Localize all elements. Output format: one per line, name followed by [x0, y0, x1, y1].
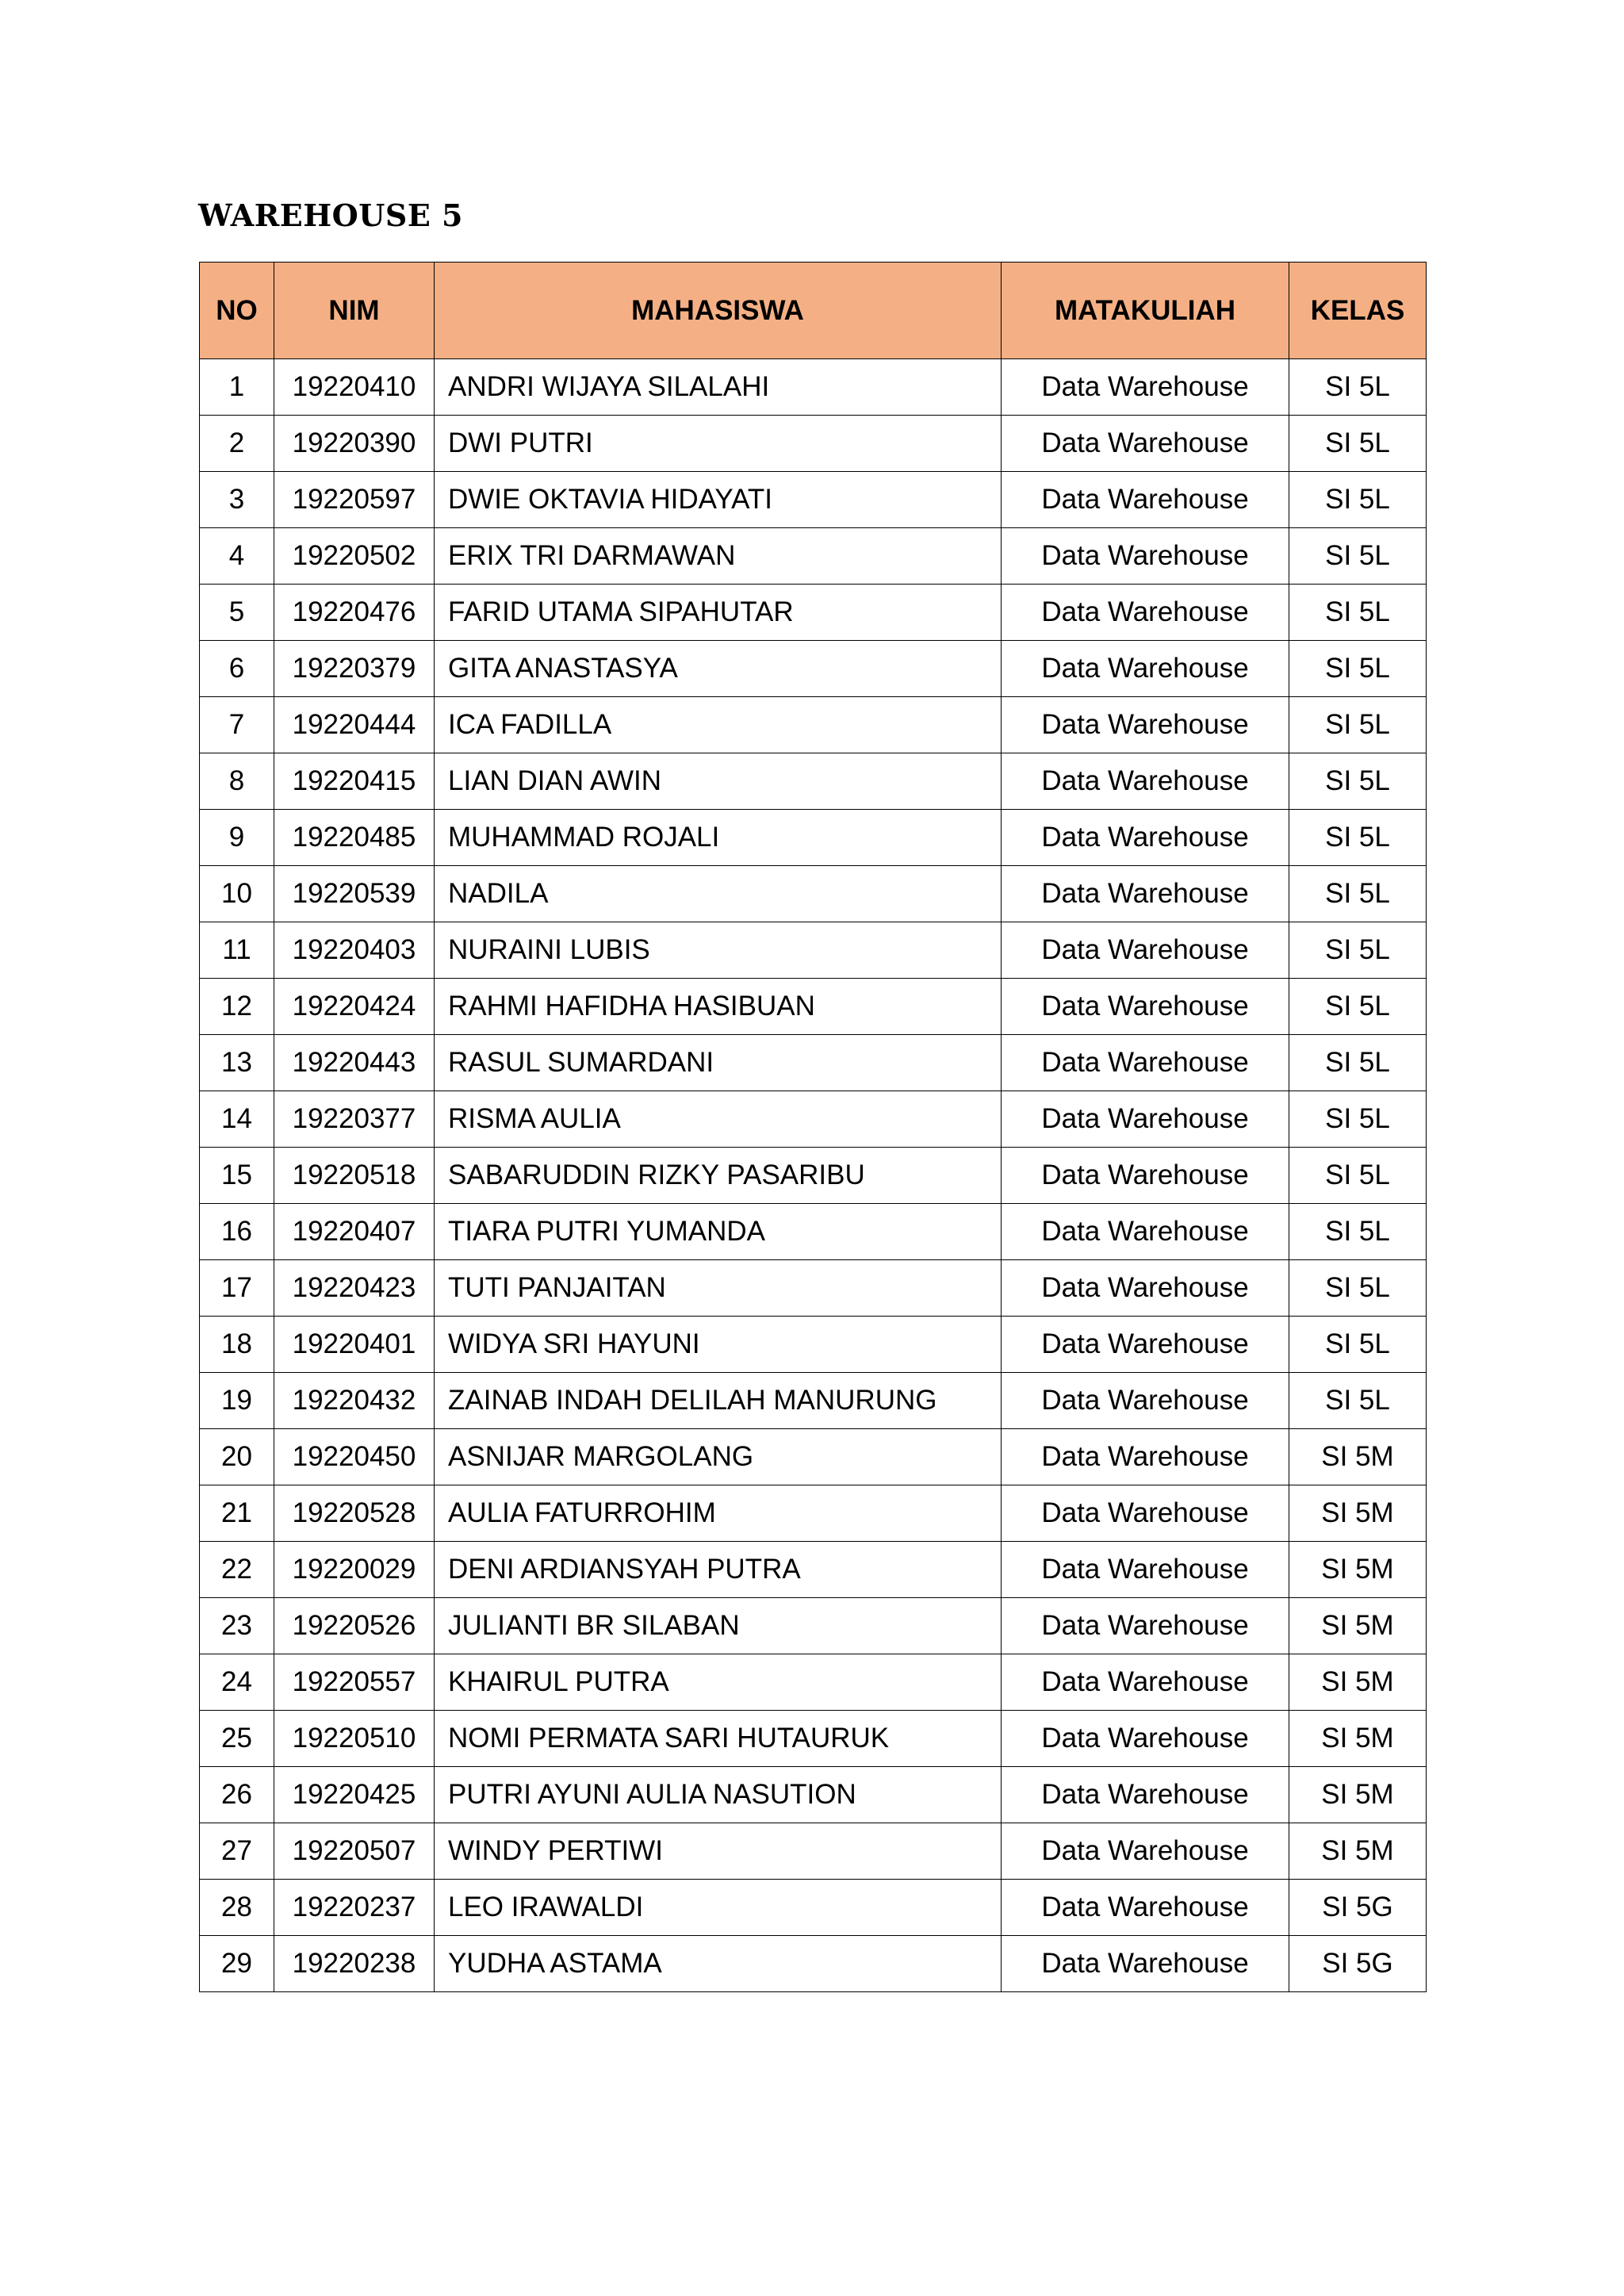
cell-no: 22 — [200, 1542, 274, 1598]
cell-nim: 19220432 — [274, 1373, 435, 1429]
cell-kelas: SI 5L — [1289, 810, 1427, 866]
cell-kelas: SI 5L — [1289, 866, 1427, 922]
cell-no: 27 — [200, 1823, 274, 1880]
cell-matakuliah: Data Warehouse — [1002, 528, 1289, 585]
cell-matakuliah: Data Warehouse — [1002, 1260, 1289, 1317]
cell-no: 20 — [200, 1429, 274, 1485]
table-row — [200, 1767, 1427, 1823]
cell-nim: 19220518 — [274, 1148, 435, 1204]
header-row — [200, 263, 1427, 359]
cell-no: 16 — [200, 1204, 274, 1260]
column-header-no: NO — [200, 263, 274, 359]
page-title: WAREHOUSE 5 — [198, 197, 463, 233]
table-body — [200, 359, 1427, 1992]
cell-matakuliah: Data Warehouse — [1002, 1711, 1289, 1767]
table-row — [200, 1711, 1427, 1767]
cell-kelas: SI 5L — [1289, 528, 1427, 585]
cell-no: 12 — [200, 979, 274, 1035]
cell-kelas: SI 5L — [1289, 753, 1427, 810]
cell-kelas: SI 5L — [1289, 1204, 1427, 1260]
cell-mahasiswa: ASNIJAR MARGOLANG — [435, 1429, 1002, 1485]
cell-kelas: SI 5M — [1289, 1598, 1427, 1654]
cell-matakuliah: Data Warehouse — [1002, 1485, 1289, 1542]
cell-kelas: SI 5L — [1289, 472, 1427, 528]
cell-matakuliah: Data Warehouse — [1002, 1823, 1289, 1880]
cell-mahasiswa: ERIX TRI DARMAWAN — [435, 528, 1002, 585]
cell-nim: 19220410 — [274, 359, 435, 416]
cell-no: 11 — [200, 922, 274, 979]
cell-nim: 19220425 — [274, 1767, 435, 1823]
table-row — [200, 1542, 1427, 1598]
cell-matakuliah: Data Warehouse — [1002, 1035, 1289, 1091]
cell-nim: 19220424 — [274, 979, 435, 1035]
cell-nim: 19220377 — [274, 1091, 435, 1148]
cell-matakuliah: Data Warehouse — [1002, 979, 1289, 1035]
cell-no: 8 — [200, 753, 274, 810]
table-row — [200, 979, 1427, 1035]
cell-matakuliah: Data Warehouse — [1002, 866, 1289, 922]
cell-mahasiswa: PUTRI AYUNI AULIA NASUTION — [435, 1767, 1002, 1823]
cell-matakuliah: Data Warehouse — [1002, 922, 1289, 979]
cell-no: 25 — [200, 1711, 274, 1767]
cell-kelas: SI 5L — [1289, 359, 1427, 416]
cell-no: 15 — [200, 1148, 274, 1204]
cell-no: 28 — [200, 1880, 274, 1936]
cell-mahasiswa: NOMI PERMATA SARI HUTAURUK — [435, 1711, 1002, 1767]
cell-kelas: SI 5L — [1289, 1317, 1427, 1373]
table-row — [200, 922, 1427, 979]
table-row — [200, 585, 1427, 641]
cell-nim: 19220423 — [274, 1260, 435, 1317]
cell-matakuliah: Data Warehouse — [1002, 1598, 1289, 1654]
cell-nim: 19220557 — [274, 1654, 435, 1711]
cell-no: 7 — [200, 697, 274, 753]
cell-matakuliah: Data Warehouse — [1002, 810, 1289, 866]
cell-mahasiswa: RISMA AULIA — [435, 1091, 1002, 1148]
cell-nim: 19220443 — [274, 1035, 435, 1091]
table-row — [200, 1654, 1427, 1711]
cell-kelas: SI 5L — [1289, 1148, 1427, 1204]
cell-no: 14 — [200, 1091, 274, 1148]
cell-nim: 19220444 — [274, 697, 435, 753]
cell-kelas: SI 5L — [1289, 697, 1427, 753]
cell-matakuliah: Data Warehouse — [1002, 1767, 1289, 1823]
cell-no: 17 — [200, 1260, 274, 1317]
cell-nim: 19220450 — [274, 1429, 435, 1485]
cell-kelas: SI 5G — [1289, 1936, 1427, 1992]
cell-kelas: SI 5L — [1289, 585, 1427, 641]
table-row — [200, 359, 1427, 416]
table-row — [200, 1429, 1427, 1485]
cell-mahasiswa: MUHAMMAD ROJALI — [435, 810, 1002, 866]
cell-no: 3 — [200, 472, 274, 528]
cell-matakuliah: Data Warehouse — [1002, 1542, 1289, 1598]
cell-nim: 19220507 — [274, 1823, 435, 1880]
cell-nim: 19220401 — [274, 1317, 435, 1373]
cell-kelas: SI 5M — [1289, 1542, 1427, 1598]
cell-mahasiswa: DWI PUTRI — [435, 416, 1002, 472]
cell-no: 6 — [200, 641, 274, 697]
column-header-nim: NIM — [274, 263, 435, 359]
cell-matakuliah: Data Warehouse — [1002, 1148, 1289, 1204]
cell-kelas: SI 5M — [1289, 1654, 1427, 1711]
cell-no: 26 — [200, 1767, 274, 1823]
cell-kelas: SI 5M — [1289, 1823, 1427, 1880]
cell-matakuliah: Data Warehouse — [1002, 416, 1289, 472]
cell-kelas: SI 5M — [1289, 1767, 1427, 1823]
cell-mahasiswa: DENI ARDIANSYAH PUTRA — [435, 1542, 1002, 1598]
table-row — [200, 697, 1427, 753]
cell-nim: 19220237 — [274, 1880, 435, 1936]
cell-mahasiswa: TIARA PUTRI YUMANDA — [435, 1204, 1002, 1260]
cell-mahasiswa: YUDHA ASTAMA — [435, 1936, 1002, 1992]
table-row — [200, 1823, 1427, 1880]
cell-mahasiswa: ZAINAB INDAH DELILAH MANURUNG — [435, 1373, 1002, 1429]
cell-kelas: SI 5M — [1289, 1429, 1427, 1485]
cell-kelas: SI 5L — [1289, 416, 1427, 472]
cell-no: 21 — [200, 1485, 274, 1542]
cell-no: 29 — [200, 1936, 274, 1992]
table-row — [200, 866, 1427, 922]
cell-mahasiswa: ICA FADILLA — [435, 697, 1002, 753]
cell-nim: 19220238 — [274, 1936, 435, 1992]
cell-mahasiswa: DWIE OKTAVIA HIDAYATI — [435, 472, 1002, 528]
column-header-kelas: KELAS — [1289, 263, 1427, 359]
cell-mahasiswa: AULIA FATURROHIM — [435, 1485, 1002, 1542]
table-row — [200, 753, 1427, 810]
cell-nim: 19220510 — [274, 1711, 435, 1767]
cell-matakuliah: Data Warehouse — [1002, 359, 1289, 416]
cell-matakuliah: Data Warehouse — [1002, 1091, 1289, 1148]
table-row — [200, 1204, 1427, 1260]
table-row — [200, 1148, 1427, 1204]
cell-no: 1 — [200, 359, 274, 416]
cell-kelas: SI 5L — [1289, 641, 1427, 697]
cell-kelas: SI 5L — [1289, 1260, 1427, 1317]
cell-matakuliah: Data Warehouse — [1002, 585, 1289, 641]
table-row — [200, 416, 1427, 472]
cell-mahasiswa: FARID UTAMA SIPAHUTAR — [435, 585, 1002, 641]
cell-nim: 19220029 — [274, 1542, 435, 1598]
column-header-mahasiswa: MAHASISWA — [435, 263, 1002, 359]
cell-kelas: SI 5L — [1289, 979, 1427, 1035]
cell-matakuliah: Data Warehouse — [1002, 1654, 1289, 1711]
cell-matakuliah: Data Warehouse — [1002, 697, 1289, 753]
cell-mahasiswa: RASUL SUMARDANI — [435, 1035, 1002, 1091]
table-row — [200, 472, 1427, 528]
cell-kelas: SI 5L — [1289, 1035, 1427, 1091]
cell-mahasiswa: WIDYA SRI HAYUNI — [435, 1317, 1002, 1373]
cell-nim: 19220403 — [274, 922, 435, 979]
cell-kelas: SI 5L — [1289, 1091, 1427, 1148]
cell-nim: 19220526 — [274, 1598, 435, 1654]
table-header — [200, 263, 1427, 359]
table-row — [200, 810, 1427, 866]
cell-matakuliah: Data Warehouse — [1002, 1317, 1289, 1373]
cell-matakuliah: Data Warehouse — [1002, 641, 1289, 697]
cell-no: 13 — [200, 1035, 274, 1091]
cell-no: 24 — [200, 1654, 274, 1711]
table-row — [200, 641, 1427, 697]
cell-no: 10 — [200, 866, 274, 922]
cell-mahasiswa: GITA ANASTASYA — [435, 641, 1002, 697]
cell-mahasiswa: SABARUDDIN RIZKY PASARIBU — [435, 1148, 1002, 1204]
cell-kelas: SI 5L — [1289, 1373, 1427, 1429]
column-header-matakuliah: MATAKULIAH — [1002, 263, 1289, 359]
cell-nim: 19220379 — [274, 641, 435, 697]
cell-nim: 19220485 — [274, 810, 435, 866]
cell-nim: 19220528 — [274, 1485, 435, 1542]
cell-mahasiswa: NURAINI LUBIS — [435, 922, 1002, 979]
cell-matakuliah: Data Warehouse — [1002, 1204, 1289, 1260]
cell-nim: 19220502 — [274, 528, 435, 585]
cell-kelas: SI 5G — [1289, 1880, 1427, 1936]
cell-nim: 19220597 — [274, 472, 435, 528]
cell-matakuliah: Data Warehouse — [1002, 1373, 1289, 1429]
cell-nim: 19220407 — [274, 1204, 435, 1260]
cell-no: 23 — [200, 1598, 274, 1654]
cell-mahasiswa: TUTI PANJAITAN — [435, 1260, 1002, 1317]
table-row — [200, 1317, 1427, 1373]
cell-mahasiswa: LIAN DIAN AWIN — [435, 753, 1002, 810]
table-row — [200, 1373, 1427, 1429]
cell-kelas: SI 5L — [1289, 922, 1427, 979]
cell-mahasiswa: NADILA — [435, 866, 1002, 922]
cell-mahasiswa: JULIANTI BR SILABAN — [435, 1598, 1002, 1654]
cell-no: 2 — [200, 416, 274, 472]
cell-nim: 19220390 — [274, 416, 435, 472]
cell-matakuliah: Data Warehouse — [1002, 1936, 1289, 1992]
cell-matakuliah: Data Warehouse — [1002, 753, 1289, 810]
cell-no: 18 — [200, 1317, 274, 1373]
cell-mahasiswa: WINDY PERTIWI — [435, 1823, 1002, 1880]
cell-kelas: SI 5M — [1289, 1711, 1427, 1767]
cell-no: 19 — [200, 1373, 274, 1429]
table-row — [200, 1485, 1427, 1542]
cell-no: 4 — [200, 528, 274, 585]
table-row — [200, 1598, 1427, 1654]
table-row — [200, 1880, 1427, 1936]
cell-nim: 19220415 — [274, 753, 435, 810]
cell-matakuliah: Data Warehouse — [1002, 472, 1289, 528]
cell-no: 9 — [200, 810, 274, 866]
table-row — [200, 1260, 1427, 1317]
cell-nim: 19220476 — [274, 585, 435, 641]
student-roster-table — [199, 262, 1427, 1992]
table-row — [200, 1035, 1427, 1091]
cell-mahasiswa: ANDRI WIJAYA SILALAHI — [435, 359, 1002, 416]
cell-matakuliah: Data Warehouse — [1002, 1429, 1289, 1485]
cell-nim: 19220539 — [274, 866, 435, 922]
cell-matakuliah: Data Warehouse — [1002, 1880, 1289, 1936]
table-row — [200, 1091, 1427, 1148]
cell-mahasiswa: LEO IRAWALDI — [435, 1880, 1002, 1936]
table-row — [200, 528, 1427, 585]
table-row — [200, 1936, 1427, 1992]
cell-mahasiswa: KHAIRUL PUTRA — [435, 1654, 1002, 1711]
cell-no: 5 — [200, 585, 274, 641]
cell-mahasiswa: RAHMI HAFIDHA HASIBUAN — [435, 979, 1002, 1035]
cell-kelas: SI 5M — [1289, 1485, 1427, 1542]
